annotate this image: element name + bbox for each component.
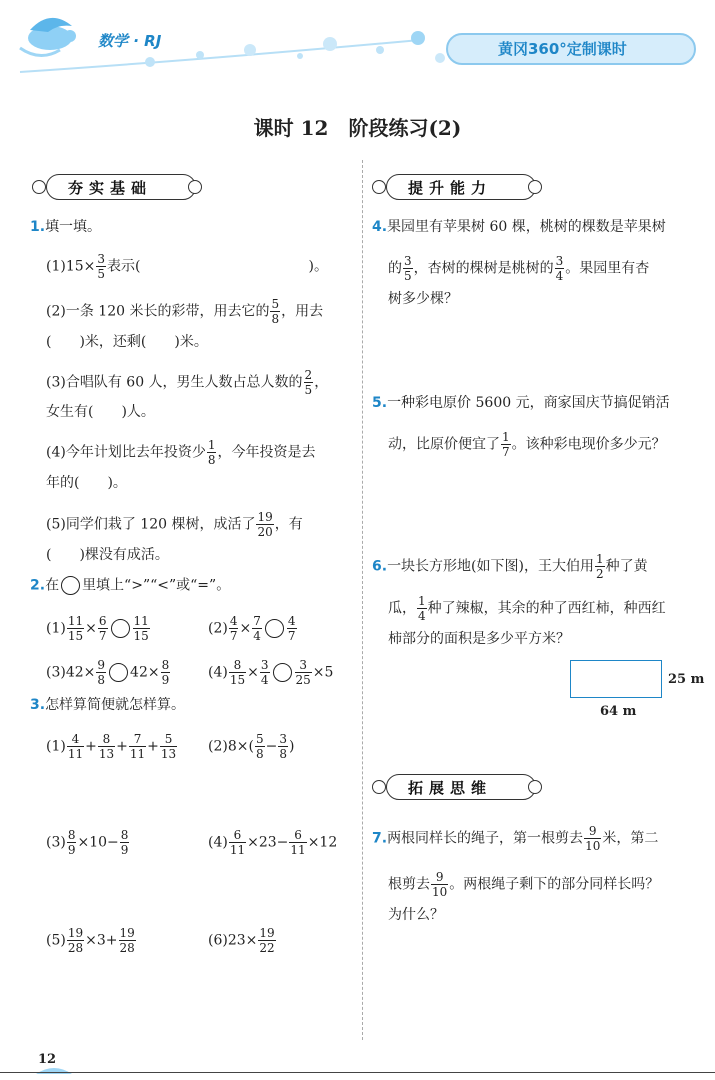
question-5-line-2: 动，比原价便宜了 $\frac{1}{7}$ 。该种彩电现价多少元？: [388, 430, 666, 459]
question-2-stem: 2.在 里填上“>”“<”或“=”。: [30, 577, 231, 594]
q1-item-5: (5)同学们栽了 120 棵树，成活了 $\frac{19}{20}$ ，有: [46, 510, 303, 539]
section-header-extend: [372, 772, 532, 802]
question-3-stem: 3.怎样算简便就怎样算。: [30, 697, 186, 713]
q3-item-5: (5) $\frac{19}{28}$ ×3+ $\frac{19}{28}$: [46, 926, 135, 955]
section-label: 拓展思维: [408, 779, 493, 797]
answer-circle[interactable]: [111, 619, 130, 638]
q1-item-2: (2)一条 120 米长的彩带，用去它的 $\frac{5}{8}$ ，用去: [46, 297, 324, 326]
brand-label: 黄冈360°定制课时: [498, 40, 627, 58]
q1-item-3: (3)合唱队有 60 人，男生人数占总人数的 $\frac{2}{5}$ ，: [46, 368, 329, 397]
width-label: 64 m: [600, 704, 637, 719]
section-label: 夯实基础: [68, 179, 153, 197]
question-6-line-3: 柿部分的面积是多少平方米？: [388, 631, 570, 647]
question-6-line-1: 6.一块长方形地(如下图)，王大伯用 $\frac{1}{2}$ 种了黄: [372, 552, 648, 581]
answer-circle[interactable]: [273, 663, 292, 682]
question-7-line-3: 为什么？: [388, 907, 444, 923]
question-4-line-3: 树多少棵？: [388, 291, 458, 307]
q2-item-4: (4) $\frac{8}{15}$ × $\frac{3}{4}$ $\frac{3}{25}$ ×5: [208, 658, 334, 687]
q3-item-3: (3) $\frac{8}{9}$ ×10− $\frac{8}{9}$: [46, 828, 129, 857]
page-title: 课时 12 阶段练习(2): [253, 116, 462, 140]
q3-item-6: (6)23× $\frac{19}{22}$: [208, 926, 275, 955]
subject-label: 数学 · RJ: [98, 32, 162, 50]
page-number: 12: [38, 1052, 57, 1067]
question-4-line-2: 的 $\frac{3}{5}$ ，杏树的棵树是桃树的 $\frac{3}{4}$ 。果园里有杏: [388, 254, 650, 283]
section-header-improve: [372, 172, 532, 202]
section-header-basics: [32, 172, 192, 202]
rectangle-field-diagram: [570, 660, 662, 698]
question-4-line-1: 4.果园里有苹果树 60 棵，桃树的棵数是苹果树: [372, 219, 666, 235]
q1-item-4-cont: 年的( )。: [46, 475, 127, 491]
height-label: 25 m: [668, 672, 705, 687]
q1-item-5-cont: ( )棵没有成活。: [46, 547, 169, 563]
section-label: 提升能力: [408, 179, 493, 197]
question-5-line-1: 5.一种彩电原价 5600 元，商家国庆节搞促销活: [372, 395, 670, 411]
answer-circle[interactable]: [265, 619, 284, 638]
question-6-line-2: 瓜， $\frac{1}{4}$ 种了辣椒，其余的种了西红柿，种西红: [388, 594, 666, 623]
answer-circle[interactable]: [109, 663, 128, 682]
q2-item-3: (3)42× $\frac{9}{8}$ 42× $\frac{8}{9}$: [46, 658, 170, 687]
q3-item-2: (2)8×( $\frac{5}{8}$ − $\frac{3}{8}$ ): [208, 732, 295, 761]
question-7-line-2: 根剪去 $\frac{9}{10}$ 。两根绳子剩下的部分同样长吗？: [388, 870, 660, 899]
q3-item-1: (1) $\frac{4}{11}$ + $\frac{8}{13}$ + $\frac{7}{11}$ + $\frac{5}{13}$: [46, 732, 177, 761]
column-divider: [362, 160, 363, 1040]
bird-logo-icon: [20, 18, 76, 56]
q2-item-2: (2) $\frac{4}{7}$ × $\frac{7}{4}$ $\frac{4}{7}$: [208, 614, 296, 643]
question-7-line-1: 7.两根同样长的绳子，第一根剪去 $\frac{9}{10}$ 米，第二: [372, 824, 659, 853]
q3-item-4: (4) $\frac{6}{11}$ ×23− $\frac{6}{11}$ ×12: [208, 828, 338, 857]
answer-circle[interactable]: [61, 576, 80, 595]
q1-item-3-cont: 女生有( )人。: [46, 404, 155, 420]
q2-item-1: (1) $\frac{11}{15}$ × $\frac{6}{7}$ $\frac{11}{15}$: [46, 614, 149, 643]
q1-item-4: (4)今年计划比去年投资少 $\frac{1}{8}$ ，今年投资是去: [46, 438, 316, 467]
question-1-stem: 1.填一填。: [30, 219, 102, 235]
footer-rule: [0, 1072, 715, 1073]
footer-leaf-icon: [34, 1064, 74, 1076]
q1-item-2-cont: ( )米，还剩( )米。: [46, 334, 208, 350]
q1-item-1: (1)15× $\frac{3}{5}$ 表示( )。: [46, 252, 328, 281]
